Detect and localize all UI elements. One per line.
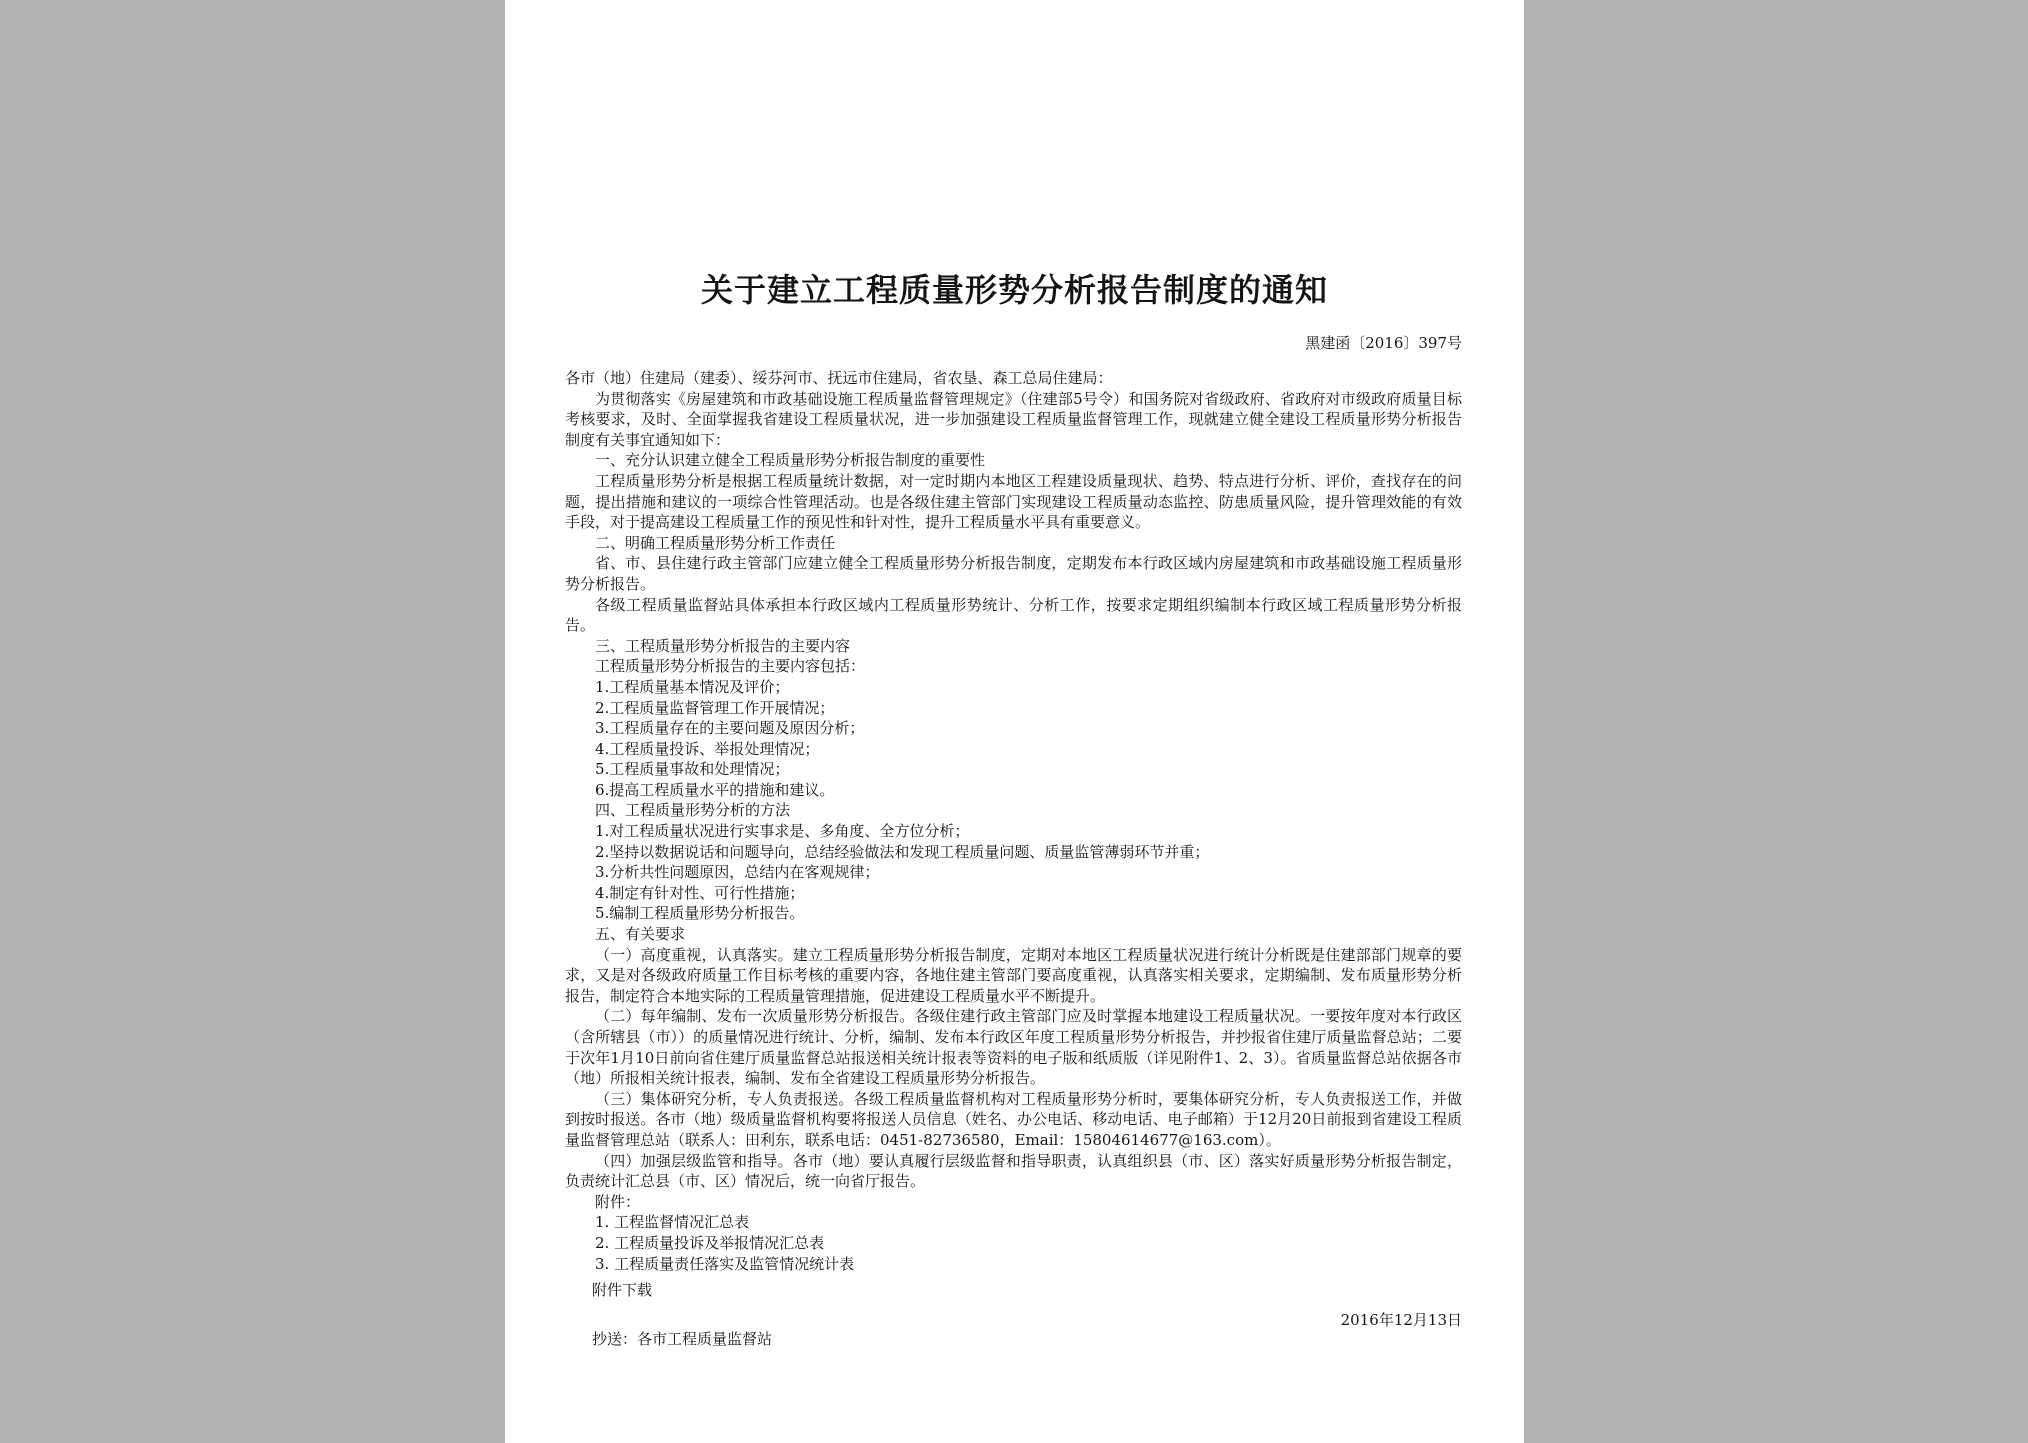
body-paragraph: 1.工程质量基本情况及评价； [595, 677, 790, 696]
body-paragraph: 为贯彻落实《房屋建筑和市政基础设施工程质量监督管理规定》（住建部5号令）和国务院对省级政府、省政府对市级政府质量目标考核要求，及时、全面掌握我省建设工程质量状况，进一步加强建设工程质量监督管理工作，现就建立健全建设工程质量形势分析报告制度有关事宜通知如下： [565, 389, 1462, 449]
body-paragraph: 5.编制工程质量形势分析报告。 [595, 904, 805, 923]
document-title: 关于建立工程质量形势分析报告制度的通知 [700, 271, 1328, 309]
issue-date: 2016年12月13日 [1340, 1311, 1462, 1329]
body-paragraph: 一、充分认识建立健全工程质量形势分析报告制度的重要性 [595, 451, 986, 470]
body-paragraph: 1.对工程质量状况进行实事求是、多角度、全方位分析； [595, 822, 970, 841]
body-paragraph: 二、明确工程质量形势分析工作责任 [595, 533, 836, 552]
attachment-download-link[interactable]: 附件下载 [592, 1281, 653, 1299]
document-number: 黑建函〔2016〕397号 [1305, 334, 1462, 352]
cc-line: 抄送：各市工程质量监督站 [592, 1330, 773, 1348]
body-paragraph: 附件： [595, 1192, 641, 1211]
body-paragraph: 6.提高工程质量水平的措施和建议。 [595, 780, 835, 799]
body-paragraph: 工程质量形势分析报告的主要内容包括： [595, 657, 866, 676]
body-paragraph: 4.制定有针对性、可行性措施； [595, 883, 805, 902]
body-paragraph: （四）加强层级监管和指导。各市（地）要认真履行层级监督和指导职责，认真组织县（市、区）落实好质量形势分析报告制定，负责统计汇总县（市、区）情况后，统一向省厅报告。 [565, 1151, 1462, 1191]
body-paragraph: 省、市、县住建行政主管部门应建立健全工程质量形势分析报告制度，定期发布本行政区域内房屋建筑和市政基础设施工程质量形势分析报告。 [565, 554, 1462, 593]
body-paragraph: （二）每年编制、发布一次质量形势分析报告。各级住建行政主管部门应及时掌握本地建设工程质量状况。一要按年度对本行政区（含所辖县（市））的质量情况进行统计、分析，编制、发布本行政区年度工程质量形势分析报告，并抄报省住建厅质量监督总站；二要于次年1月10日前向省住建厅质量监督总站报送相关统计报表等资料的电子版和纸质版（详见附件1、2、3）。省质量监督总站依据各市（地）所报相关统计报表，编制、发布全省建设工程质量形势分析报告。 [565, 1007, 1462, 1088]
body-paragraph: 5.工程质量事故和处理情况； [595, 760, 790, 779]
body-paragraph: 4.工程质量投诉、举报处理情况； [595, 739, 820, 758]
body-paragraph: （一）高度重视，认真落实。建立工程质量形势分析报告制度，定期对本地区工程质量状况进行统计分析既是住建部部门规章的要求，又是对各级政府质量工作目标考核的重要内容，各地住建主管部门要高度重视，认真落实相关要求，定期编制、发布质量形势分析报告，制定符合本地实际的工程质量管理措施，促进建设工程质量水平不断提升。 [565, 945, 1462, 1005]
body-paragraph: 2.坚持以数据说话和问题导向，总结经验做法和发现工程质量问题、质量监管薄弱环节并重； [595, 842, 1210, 861]
body-paragraph: 各级工程质量监督站具体承担本行政区域内工程质量形势统计、分析工作，按要求定期组织编制本行政区域工程质量形势分析报告。 [565, 595, 1462, 635]
body-paragraph: 3. 工程质量责任落实及监管情况统计表 [595, 1254, 855, 1273]
body-paragraph: 2. 工程质量投诉及举报情况汇总表 [595, 1233, 825, 1252]
body-paragraph: 工程质量形势分析是根据工程质量统计数据，对一定时期内本地区工程建设质量现状、趋势、特点进行分析、评价，查找存在的问题，提出措施和建议的一项综合性管理活动。也是各级住建主管部门实现建设工程质量动态监控、防患质量风险，提升管理效能的有效手段，对于提高建设工程质量工作的预见性和针对性，提升工程质量水平具有重要意义。 [565, 471, 1462, 532]
body-paragraph: 五、有关要求 [595, 925, 686, 944]
body-paragraph: 3.分析共性问题原因，总结内在客观规律； [595, 863, 880, 882]
document-body [565, 368, 1462, 1274]
body-paragraph: 四、工程质量形势分析的方法 [595, 801, 791, 820]
body-paragraph: 2.工程质量监督管理工作开展情况； [595, 698, 835, 717]
body-paragraph: 三、工程质量形势分析报告的主要内容 [595, 636, 851, 655]
document-page [505, 0, 1524, 1443]
body-paragraph: （三）集体研究分析，专人负责报送。各级工程质量监督机构对工程质量形势分析时，要集体研究分析，专人负责报送工作，并做到按时报送。各市（地）级质量监督机构要将报送人员信息（姓名、办公电话、移动电话、电子邮箱）于12月20日前报到省建设工程质量监督管理总站（联系人：田利东，联系电话：0451-82736580，Email：15804614677@163.com）。 [565, 1089, 1462, 1149]
body-paragraph: 3.工程质量存在的主要问题及原因分析； [595, 719, 865, 738]
body-paragraph: 各市（地）住建局（建委）、绥芬河市、抚远市住建局，省农垦、森工总局住建局： [565, 369, 1113, 387]
body-paragraph: 1. 工程监督情况汇总表 [595, 1213, 750, 1232]
